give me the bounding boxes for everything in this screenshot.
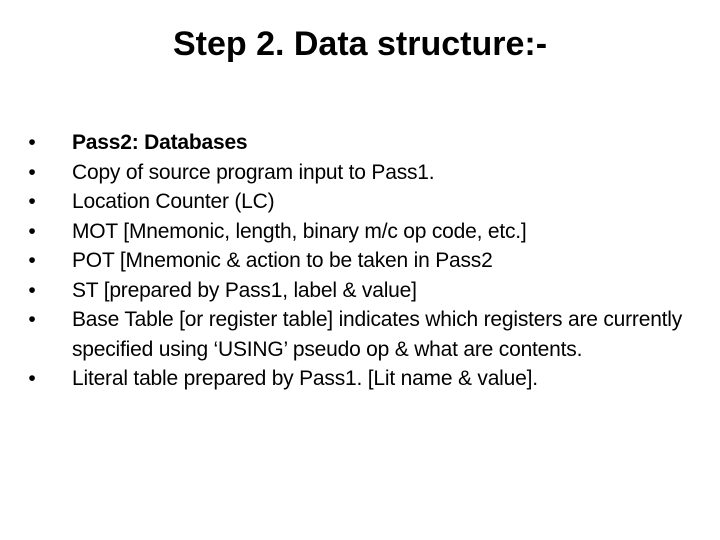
bullet-icon: • bbox=[28, 308, 36, 331]
bullet-text: Literal table prepared by Pass1. [Lit name & value]. bbox=[72, 367, 538, 390]
bullet-text: Pass2: Databases bbox=[72, 131, 248, 154]
bullet-text: Base Table [or register table] indicates which registers are currently specified using ‘USING’ pseudo op & what are contents. bbox=[72, 308, 683, 361]
bullet-icon: • bbox=[28, 278, 36, 302]
list-item bbox=[22, 364, 712, 394]
list-item bbox=[22, 276, 712, 306]
bullet-text: ST [prepared by Pass1, label & value] bbox=[72, 278, 417, 302]
bullet-icon: • bbox=[28, 367, 36, 390]
list-item bbox=[22, 217, 712, 247]
bullet-text: Location Counter (LC) bbox=[72, 190, 275, 213]
bullet-list bbox=[22, 128, 712, 394]
bullet-icon: • bbox=[28, 190, 36, 213]
bullet-icon: • bbox=[28, 219, 36, 243]
list-item bbox=[22, 305, 712, 364]
bullet-text: Copy of source program input to Pass1. bbox=[72, 160, 435, 184]
list-item bbox=[22, 128, 712, 158]
bullet-text: MOT [Mnemonic, length, binary m/c op code, etc.] bbox=[72, 219, 527, 243]
bullet-icon: • bbox=[28, 131, 36, 154]
list-item bbox=[22, 187, 712, 217]
list-item bbox=[22, 246, 712, 276]
slide-title: Step 2. Data structure:- bbox=[172, 25, 548, 63]
bullet-text: POT [Mnemonic & action to be taken in Pass2 bbox=[72, 249, 493, 272]
bullet-icon: • bbox=[28, 160, 36, 184]
bullet-icon: • bbox=[28, 249, 36, 272]
list-item bbox=[22, 158, 712, 188]
